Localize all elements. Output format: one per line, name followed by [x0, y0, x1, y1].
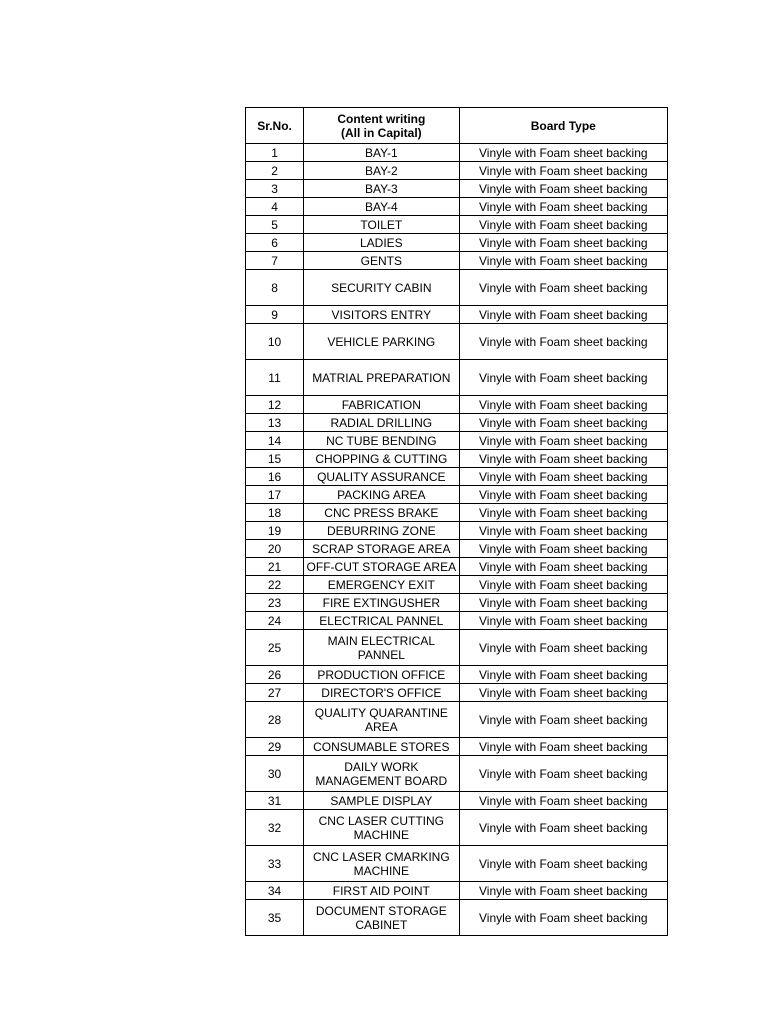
header-content-line1: Content writing	[337, 111, 426, 126]
board-type-cell: Vinyle with Foam sheet backing	[459, 630, 667, 666]
content-writing-cell: DEBURRING ZONE	[304, 522, 460, 540]
content-writing-cell: BAY-3	[304, 180, 460, 198]
board-type-cell: Vinyle with Foam sheet backing	[459, 468, 667, 486]
table-row	[246, 756, 668, 792]
table-row	[246, 810, 668, 846]
sr-no-cell: 18	[246, 504, 304, 522]
table-row	[246, 396, 668, 414]
board-type-cell: Vinyle with Foam sheet backing	[459, 882, 667, 900]
board-type-cell: Vinyle with Foam sheet backing	[459, 738, 667, 756]
board-type-cell: Vinyle with Foam sheet backing	[459, 270, 667, 306]
content-writing-cell: NC TUBE BENDING	[304, 432, 460, 450]
board-type-cell: Vinyle with Foam sheet backing	[459, 216, 667, 234]
table-row	[246, 270, 668, 306]
table-row	[246, 324, 668, 360]
board-type-cell: Vinyle with Foam sheet backing	[459, 396, 667, 414]
content-writing-cell: TOILET	[304, 216, 460, 234]
table-row	[246, 432, 668, 450]
content-writing-cell: CHOPPING & CUTTING	[304, 450, 460, 468]
board-type-cell: Vinyle with Foam sheet backing	[459, 450, 667, 468]
content-writing-cell: CNC PRESS BRAKE	[304, 504, 460, 522]
table-row	[246, 558, 668, 576]
table-row	[246, 198, 668, 216]
sr-no-cell: 24	[246, 612, 304, 630]
sr-no-cell: 12	[246, 396, 304, 414]
sr-no-cell: 21	[246, 558, 304, 576]
content-writing-cell: DOCUMENT STORAGE CABINET	[304, 900, 460, 936]
content-writing-cell: PACKING AREA	[304, 486, 460, 504]
table-row	[246, 162, 668, 180]
sr-no-cell: 25	[246, 630, 304, 666]
board-type-cell: Vinyle with Foam sheet backing	[459, 432, 667, 450]
board-type-cell: Vinyle with Foam sheet backing	[459, 324, 667, 360]
board-type-cell: Vinyle with Foam sheet backing	[459, 360, 667, 396]
board-type-cell: Vinyle with Foam sheet backing	[459, 792, 667, 810]
board-type-cell: Vinyle with Foam sheet backing	[459, 576, 667, 594]
content-writing-cell: VISITORS ENTRY	[304, 306, 460, 324]
board-type-cell: Vinyle with Foam sheet backing	[459, 414, 667, 432]
sr-no-cell: 4	[246, 198, 304, 216]
header-content-writing	[304, 108, 460, 144]
table-row	[246, 684, 668, 702]
content-writing-cell: OFF-CUT STORAGE AREA	[304, 558, 460, 576]
sr-no-cell: 2	[246, 162, 304, 180]
content-writing-cell: QUALITY QUARANTINE AREA	[304, 702, 460, 738]
board-type-cell: Vinyle with Foam sheet backing	[459, 486, 667, 504]
sr-no-cell: 30	[246, 756, 304, 792]
table-row	[246, 234, 668, 252]
sr-no-cell: 9	[246, 306, 304, 324]
table-row	[246, 576, 668, 594]
table-row	[246, 666, 668, 684]
sr-no-cell: 20	[246, 540, 304, 558]
table-row	[246, 738, 668, 756]
table-row	[246, 630, 668, 666]
header-board-type: Board Type	[459, 108, 667, 144]
table-row	[246, 252, 668, 270]
table-row	[246, 414, 668, 432]
content-writing-cell: CNC LASER CMARKING MACHINE	[304, 846, 460, 882]
content-writing-cell: SECURITY CABIN	[304, 270, 460, 306]
board-type-cell: Vinyle with Foam sheet backing	[459, 198, 667, 216]
sr-no-cell: 3	[246, 180, 304, 198]
sr-no-cell: 27	[246, 684, 304, 702]
content-writing-cell: FIRE EXTINGUSHER	[304, 594, 460, 612]
sr-no-cell: 17	[246, 486, 304, 504]
content-writing-cell: BAY-1	[304, 144, 460, 162]
sr-no-cell: 14	[246, 432, 304, 450]
table-row	[246, 882, 668, 900]
content-writing-cell: GENTS	[304, 252, 460, 270]
content-writing-cell: ELECTRICAL PANNEL	[304, 612, 460, 630]
sr-no-cell: 5	[246, 216, 304, 234]
board-type-cell: Vinyle with Foam sheet backing	[459, 162, 667, 180]
sr-no-cell: 19	[246, 522, 304, 540]
table-row	[246, 504, 668, 522]
content-writing-cell: SAMPLE DISPLAY	[304, 792, 460, 810]
sr-no-cell: 34	[246, 882, 304, 900]
content-writing-cell: VEHICLE PARKING	[304, 324, 460, 360]
board-type-cell: Vinyle with Foam sheet backing	[459, 612, 667, 630]
board-type-cell: Vinyle with Foam sheet backing	[459, 234, 667, 252]
board-type-cell: Vinyle with Foam sheet backing	[459, 666, 667, 684]
table-row	[246, 846, 668, 882]
content-writing-cell: FABRICATION	[304, 396, 460, 414]
content-writing-cell: DIRECTOR'S OFFICE	[304, 684, 460, 702]
sr-no-cell: 26	[246, 666, 304, 684]
table-row	[246, 900, 668, 936]
sr-no-cell: 33	[246, 846, 304, 882]
content-writing-cell: MATRIAL PREPARATION	[304, 360, 460, 396]
table-row	[246, 612, 668, 630]
sr-no-cell: 35	[246, 900, 304, 936]
content-writing-cell: QUALITY ASSURANCE	[304, 468, 460, 486]
table-row	[246, 702, 668, 738]
content-writing-cell: MAIN ELECTRICAL PANNEL	[304, 630, 460, 666]
board-type-cell: Vinyle with Foam sheet backing	[459, 252, 667, 270]
table-header	[246, 108, 668, 144]
header-content-line2: (All in Capital)	[340, 125, 422, 140]
board-type-cell: Vinyle with Foam sheet backing	[459, 180, 667, 198]
sr-no-cell: 8	[246, 270, 304, 306]
content-writing-cell: CNC LASER CUTTING MACHINE	[304, 810, 460, 846]
board-type-cell: Vinyle with Foam sheet backing	[459, 756, 667, 792]
table-row	[246, 306, 668, 324]
board-type-cell: Vinyle with Foam sheet backing	[459, 540, 667, 558]
sr-no-cell: 13	[246, 414, 304, 432]
sr-no-cell: 7	[246, 252, 304, 270]
content-writing-cell: CONSUMABLE STORES	[304, 738, 460, 756]
sr-no-cell: 22	[246, 576, 304, 594]
sr-no-cell: 11	[246, 360, 304, 396]
content-writing-cell: PRODUCTION OFFICE	[304, 666, 460, 684]
board-type-cell: Vinyle with Foam sheet backing	[459, 306, 667, 324]
board-type-cell: Vinyle with Foam sheet backing	[459, 684, 667, 702]
board-type-cell: Vinyle with Foam sheet backing	[459, 846, 667, 882]
board-type-cell: Vinyle with Foam sheet backing	[459, 522, 667, 540]
board-type-cell: Vinyle with Foam sheet backing	[459, 144, 667, 162]
sr-no-cell: 15	[246, 450, 304, 468]
sr-no-cell: 31	[246, 792, 304, 810]
table-row	[246, 522, 668, 540]
sr-no-cell: 1	[246, 144, 304, 162]
table-row	[246, 486, 668, 504]
sr-no-cell: 16	[246, 468, 304, 486]
board-type-cell: Vinyle with Foam sheet backing	[459, 810, 667, 846]
content-writing-cell: DAILY WORK MANAGEMENT BOARD	[304, 756, 460, 792]
board-type-cell: Vinyle with Foam sheet backing	[459, 900, 667, 936]
table-row	[246, 468, 668, 486]
signage-table	[245, 107, 668, 936]
sr-no-cell: 10	[246, 324, 304, 360]
board-type-cell: Vinyle with Foam sheet backing	[459, 504, 667, 522]
content-writing-cell: BAY-4	[304, 198, 460, 216]
table-row	[246, 180, 668, 198]
sr-no-cell: 6	[246, 234, 304, 252]
header-sr-no: Sr.No.	[246, 108, 304, 144]
table-row	[246, 360, 668, 396]
content-writing-cell: RADIAL DRILLING	[304, 414, 460, 432]
table-row	[246, 216, 668, 234]
sr-no-cell: 29	[246, 738, 304, 756]
table-row	[246, 594, 668, 612]
table-row	[246, 144, 668, 162]
table-row	[246, 450, 668, 468]
sr-no-cell: 23	[246, 594, 304, 612]
table-row	[246, 792, 668, 810]
content-writing-cell: EMERGENCY EXIT	[304, 576, 460, 594]
content-writing-cell: FIRST AID POINT	[304, 882, 460, 900]
board-type-cell: Vinyle with Foam sheet backing	[459, 702, 667, 738]
table-body	[246, 144, 668, 936]
board-type-cell: Vinyle with Foam sheet backing	[459, 558, 667, 576]
sr-no-cell: 28	[246, 702, 304, 738]
header-row	[246, 108, 668, 144]
board-type-cell: Vinyle with Foam sheet backing	[459, 594, 667, 612]
content-writing-cell: SCRAP STORAGE AREA	[304, 540, 460, 558]
content-writing-cell: LADIES	[304, 234, 460, 252]
content-writing-cell: BAY-2	[304, 162, 460, 180]
sr-no-cell: 32	[246, 810, 304, 846]
table-row	[246, 540, 668, 558]
